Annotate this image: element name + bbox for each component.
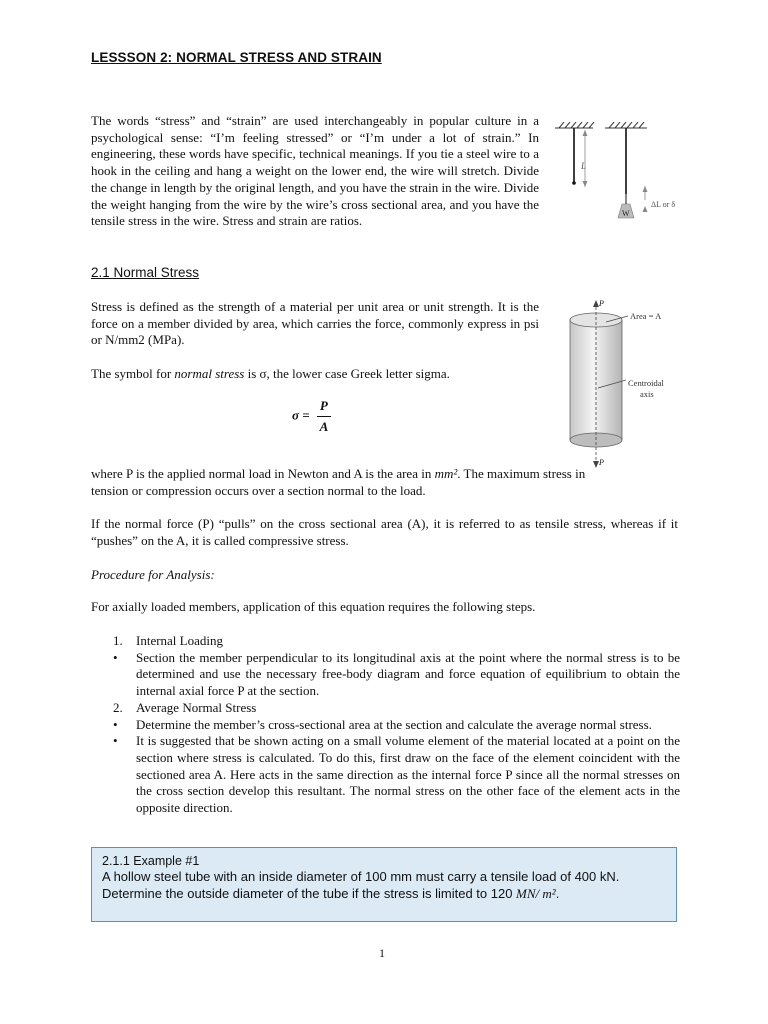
normal-stress-formula <box>292 398 331 435</box>
list-item <box>110 717 680 734</box>
list-text: It is suggested that be shown acting on a small volume element of the material located at a point on the section where stress is calculated. To do this, first draw on the face of the element coincident with the sectioned area A. Here acts in the same direction as the internal force P since all the normal stresses on the cross section develop this resultant. The normal stress on the other face of the element acts in the opposite direction. <box>136 733 680 816</box>
list-marker: 2. <box>113 699 123 715</box>
axis-label: axis <box>640 389 654 399</box>
length-label: L <box>581 161 587 171</box>
example-line-2-post: . <box>555 886 560 901</box>
where-unit: mm² <box>434 466 458 481</box>
example-line-2-pre: Determine the outside diameter of the tube if the stress is limited to 120 <box>102 886 517 901</box>
formula-lhs: σ = <box>292 407 310 423</box>
where-pre: where P is the applied normal load in Newton and A is the area in <box>91 466 435 481</box>
page-title: LESSSON 2: NORMAL STRESS AND STRAIN <box>91 50 382 65</box>
list-item <box>110 633 680 650</box>
page-number: 1 <box>379 946 385 960</box>
list-text: Internal Loading <box>136 633 223 648</box>
weight-label: W <box>622 209 630 218</box>
where-paragraph <box>91 466 611 499</box>
list-marker: • <box>113 649 118 665</box>
tensile-paragraph: If the normal force (P) “pulls” on the cross sectional area (A), it is referred to as tensile stress, whereas if it “pushes” on the A, it is called compressive stress. <box>91 516 678 548</box>
example-line-2 <box>102 885 666 902</box>
elongation-label: ΔL or δ <box>651 200 676 209</box>
list-marker: • <box>113 733 118 749</box>
formula-denominator: A <box>319 419 329 434</box>
symbol-pre: The symbol for <box>91 366 175 381</box>
procedure-steps <box>110 633 680 817</box>
example-heading: 2.1.1 Example #1 <box>102 854 200 868</box>
section-heading-normal-stress: 2.1 Normal Stress <box>91 265 200 280</box>
example-line-1: A hollow steel tube with an inside diameter of 100 mm must carry a tensile load of 400 kN. <box>102 869 620 884</box>
list-text: Average Normal Stress <box>136 699 257 715</box>
symbol-emphasis: normal stress <box>174 366 245 381</box>
list-item <box>110 650 680 700</box>
formula-numerator: P <box>317 398 331 417</box>
symbol-sentence <box>91 366 539 383</box>
force-label-top: P <box>599 299 604 308</box>
procedure-intro: For axially loaded members, application of this equation requires the following steps. <box>91 599 536 614</box>
symbol-post: is σ, the lower case Greek letter sigma. <box>244 366 450 381</box>
area-label: Area = A <box>630 311 662 321</box>
where-post: . The maximum stress in tension or compression occurs over a section normal to the load. <box>91 466 586 498</box>
stress-definition: Stress is defined as the strength of a material per unit area or unit strength. It is the force on a member divided by area, which carries the force, commonly express in psi or N/mm2 (MPa). <box>91 299 539 348</box>
formula-fraction <box>317 398 331 435</box>
procedure-heading: Procedure for Analysis: <box>91 567 215 582</box>
example-unit: MN/ m² <box>516 886 556 901</box>
list-marker: 1. <box>113 633 123 648</box>
list-item <box>110 733 680 817</box>
list-item <box>110 700 680 717</box>
list-text: Determine the member’s cross-sectional area at the section and calculate the average normal stress. <box>136 716 652 732</box>
intro-paragraph: The words “stress” and “strain” are used interchangeably in popular culture in a psychological sense: “I’m feeling stressed” or “I’m under a lot of strain.” In engineering, these words have specific, technical meanings. If you tie a steel wire to a hook in the ceiling and hang a weight on the lower end, the wire will stretch. Divide the change in length by the original length, and you have the strain in the wire. Divide the weight hanging from the wire by the wire’s cross sectional area, and you have the tensile stress in the wire. Stress and strain are ratios. <box>91 113 539 229</box>
hanging-wire-figure <box>555 122 680 230</box>
list-marker: • <box>113 716 118 732</box>
example-box <box>91 847 677 922</box>
list-text: Section the member perpendicular to its longitudinal axis at the point where the normal stress is to be determined and use the necessary free-body diagram and force equation of equilibrium to obtain the internal axial force P at the section. <box>136 649 680 699</box>
centroidal-label: Centroidal <box>628 378 664 388</box>
force-label-bottom: P <box>599 458 604 467</box>
